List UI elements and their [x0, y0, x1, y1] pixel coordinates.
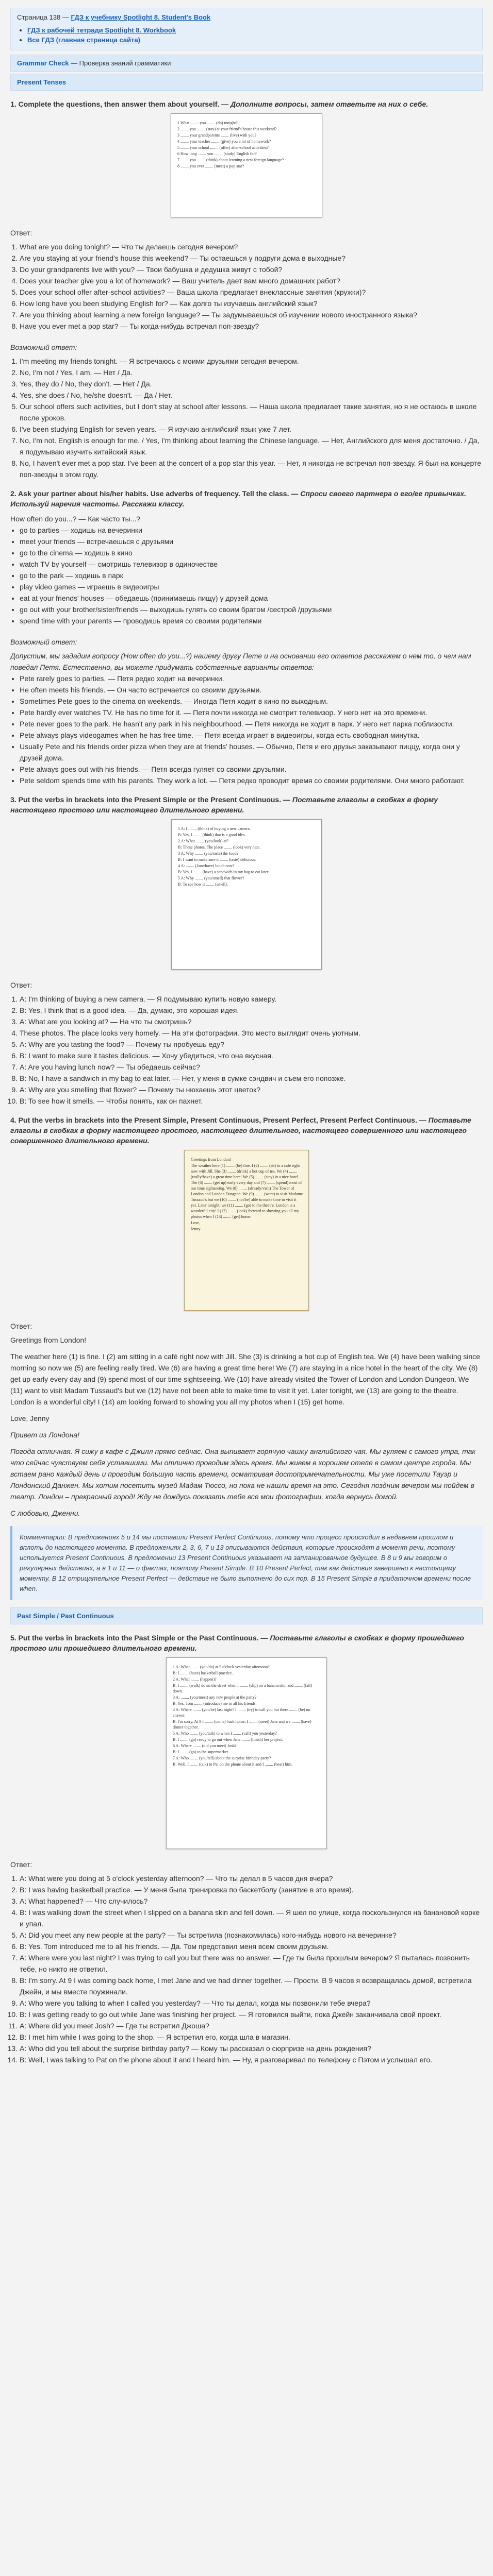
header-title-prefix: Страница 138 —: [17, 13, 69, 21]
section-bar-label: Present Tenses: [17, 78, 67, 86]
answer-item: 11. A: Where did you meet Josh? — Где ты встретил Джоша?: [20, 2020, 483, 2031]
postcard-line: Greetings from London!: [191, 1157, 232, 1162]
answer-item: 3. A: What happened? — Что случилось?: [20, 1895, 483, 1907]
task4-comment-note: Комментарии: В предложениях 5 и 14 мы поставили Present Perfect Continuous, потому что процесс происходил в недавнем прошлом и вплоть до настоящего момента. В предложениях 2, 3, 6, 7 и 13 описываются действия, которые происходят в момент речи, поэтому используется Present Continuous. В предложении 13 Present Continuous указывает на запланированное будущее. В 8 и 9 мы говорим о регулярных действиях, а в 1 и 11 — о фактах, поэтому Present Simple. В 10 Present Perfect, так как действие завершено к настоящему моменту. В 12 отрицательное Present Perfect — действие не было выполнено до сих пор. В 15 Present Simple в придаточном времени после when.: [10, 1526, 483, 1600]
answer-item: 7. Are you thinking about learning a new foreign language? — Ты задумываешься об изучении нового иностранного языка?: [20, 309, 483, 320]
home-link[interactable]: Все ГДЗ (главная страница сайта): [27, 36, 141, 44]
section-bar-past: [10, 1607, 483, 1624]
answer-item: 8. B: No, I have a sandwich in my bag to eat later. — Нет, у меня в сумке сэндвич и съем его попозже.: [20, 1073, 483, 1084]
exercise-line: B: I want to make sure it ........ (taste) delicious.: [178, 857, 256, 862]
exercise-line: 3 A: ........ (you/meet) any new people at the party?: [173, 1695, 257, 1700]
possible-item: 7. No, I'm not. English is enough for me. / Yes, I'm thinking about learning the Chinese language. — Нет, Английского для меня достаточно. / Да, я подумываю изучить китайский язык.: [20, 435, 483, 457]
task3-answer-label: Ответ:: [10, 981, 32, 989]
task5-heading-en: 5. Put the verbs in brackets into the Past Simple or the Past Continuous. —: [10, 1634, 268, 1642]
exercise-line: B: Yes. Tom ........ (introduce) me to all his friends.: [173, 1701, 257, 1706]
answer-item: 4. Does your teacher give you a lot of homework? — Ваш учитель дает вам много домашних работ?: [20, 275, 483, 286]
answer-item: 1. What are you doing tonight? — Что ты делаешь сегодня вечером?: [20, 241, 483, 252]
task5-answer-label: Ответ:: [10, 1860, 32, 1869]
task1-exercise-image: [171, 113, 322, 217]
answer-item: 5. Does your school offer after-school activities? — Ваша школа предлагает внеклассные занятия (кружки)?: [20, 286, 483, 298]
task4-love: Love, Jenny: [10, 1414, 50, 1422]
task2-possible-label: Возможный ответ:: [10, 638, 77, 646]
task4-heading-ru: Поставьте глаголы в скобках в форму настоящего простого, настоящего длительного, настоящего совершенного или настоящего совершенного длительного времени.: [10, 1116, 471, 1145]
exercise-line: 8 ........ you ever ........ (meet) a pop star?: [177, 164, 244, 168]
task1-exercise-lines: [177, 120, 317, 170]
answer-item: 2. B: Yes, I think that is a good idea. — Да, думаю, это хорошая идея.: [20, 1005, 483, 1016]
exercise-line: 1 A: I ........ (think) of buying a new camera.: [178, 826, 251, 831]
habit-item: • watch TV by yourself — смотришь телевизор в одиночестве: [20, 558, 483, 570]
task3-answer-list: [10, 993, 483, 1107]
task2-possible-list: [10, 673, 483, 786]
exercise-line: 5 A: Who ........ (you/talk) to when I ........ (call) you yesterday?: [173, 1731, 277, 1736]
header-title: [17, 13, 476, 21]
possible-item: • Pete always goes out with his friends. — Петя всегда гуляет со своими друзьями.: [20, 764, 483, 775]
answer-item: 12. B: I met him while I was going to the shop. — Я встретил его, когда шла в магазин.: [20, 2031, 483, 2043]
answer-item: 5. A: Why are you tasting the food? — Почему ты пробуешь еду?: [20, 1039, 483, 1050]
exercise-line: 7 ........ you ........ (think) about learning a new foreign language?: [177, 158, 284, 162]
answer-item: 6. How long have you been studying English for? — Как долго ты изучаешь английский язык?: [20, 298, 483, 309]
answer-item: 4. These photos. The place looks very homely. — На эти фотографии. Это место выглядит очень уютным.: [20, 1027, 483, 1039]
answer-item: 14. B: Well, I was talking to Pat on the phone about it and I heard him. — Ну, я разговаривал по телефону с Пэтом и услышал его.: [20, 2054, 483, 2065]
task2-heading-en: 2. Ask your partner about his/her habits. Use adverbs of frequency. Tell the class. —: [10, 489, 299, 498]
possible-item: 5. Our school offers such activities, but I don't stay at school after lessons. — Наша школа предлагает такие занятия, но я не остаюсь в школе после уроков.: [20, 401, 483, 423]
task3-heading: [10, 794, 483, 815]
answer-item: 10. B: To see how it smells. — Чтобы понять, как он пахнет.: [20, 1095, 483, 1107]
exercise-line: 7 A: Who ........ (you/tell) about the surprise birthday party?: [173, 1756, 271, 1760]
task4-heading-en: 4. Put the verbs in brackets into the Present Simple, Present Continuous, Present Perfect, Present Perfect Continuous. —: [10, 1116, 426, 1124]
task5-heading-ru: Поставьте глаголы в скобках в форму прошедшего простого или прошедшего длительного времени.: [10, 1634, 465, 1652]
answer-item: 6. B: I want to make sure it tastes delicious. — Хочу убедиться, что она вкусная.: [20, 1050, 483, 1061]
task5-exercise-lines: [173, 1664, 321, 1768]
header-link-item: [27, 35, 476, 45]
exercise-line: 2 A: What ........ (happen)?: [173, 1677, 217, 1682]
exercise-line: 6 How long ........ you ........ (study) English for?: [177, 151, 257, 156]
task1-answer-label: Ответ:: [10, 229, 32, 237]
possible-item: • Usually Pete and his friends order pizza when they are at friends' houses. — Обычно, Петя и его друзья заказывают пиццу, когда они у друзей дома.: [20, 741, 483, 764]
answer-item: 2. Are you staying at your friend's house this weekend? — Ты остаешься у подруги дома в выходные?: [20, 252, 483, 264]
answer-item: 5. A: Did you meet any new people at the party? — Ты встретила (познакомилась) кого-нибудь нового на вечеринке?: [20, 1929, 483, 1941]
exercise-line: B: I ........ (walk) down the street when I ........ (slip) on a banana skin and ........ (fall) down.: [173, 1683, 312, 1693]
answer-item: 7. A: Where were you last night? I was trying to call you but there was no answer. — Где ты была прошлым вечером? Я пыталась позвонить тебе, но никто не ответил.: [20, 1952, 483, 1975]
task2-intro: How often do you...? — Как часто ты...?: [10, 515, 141, 523]
exercise-line: 3 ........ your grandparents ........ (live) with you?: [177, 133, 257, 138]
task4-postcard-image: [184, 1150, 309, 1311]
task4-ru-greeting: Привет из Лондона!: [10, 1431, 80, 1439]
task3-exercise-lines: [178, 826, 316, 888]
answer-item: 13. A: Who did you tell about the surprise birthday party? — Кому ты рассказал о сюрпризе на день рождения?: [20, 2043, 483, 2054]
habit-item: • meet your friends — встречаешься с друзьями: [20, 536, 483, 547]
answer-item: 9. A: Who were you talking to when I called you yesterday? — Что ты делал, когда мы позвонили тебе вчера?: [20, 1997, 483, 2009]
exercise-line: B: I ........ (go) to the supermarket.: [173, 1750, 229, 1754]
exercise-line: 1 A: What ........ (you/do) at 5 o'clock yesterday afternoon?: [173, 1665, 270, 1669]
possible-item: 2. No, I'm not / Yes, I am. — Нет / Да.: [20, 367, 483, 378]
answer-item: 8. B: I'm sorry. At 9 I was coming back home, I met Jane and we had dinner together. — Прости. В 9 часов я возвращалась домой, встретила Джейн, и мы вместе поужинали.: [20, 1975, 483, 1997]
habit-item: • eat at your friends' houses — обедаешь (принимаешь пищу) у друзей дома: [20, 592, 483, 604]
exercise-line: B: I ........ (go) ready to go out when Jane ........ (finish) her project.: [173, 1737, 283, 1742]
possible-item: • Pete always plays videogames when he has free time. — Петя всегда играет в видеоигры, когда есть свободная минутка.: [20, 730, 483, 741]
answer-item: 9. A: Why are you smelling that flower? — Почему ты нюхаешь этот цветок?: [20, 1084, 483, 1095]
answer-item: 8. Have you ever met a pop star? — Ты когда-нибудь встречал поп-звезду?: [20, 320, 483, 332]
task2-item-list: [10, 524, 483, 626]
habit-item: • go to the cinema — ходишь в кино: [20, 547, 483, 558]
task4-heading: [10, 1115, 483, 1146]
possible-item: 8. No, I haven't ever met a pop star. I've been at the concert of a pop star this year. — Нет, я никогда не встречал поп-звезду. Я был на концерте поп-звезды в этом году.: [20, 457, 483, 480]
exercise-line: 4 A: ........ (Jane/have) lunch now?: [178, 863, 235, 868]
answer-item: 3. A: What are you looking at? — На что ты смотришь?: [20, 1016, 483, 1027]
possible-item: 6. I've been studying English for seven years. — Я изучаю английский язык уже 7 лет.: [20, 423, 483, 435]
exercise-line: B: These photos. The place ........ (look) very nice.: [178, 845, 261, 850]
task3-heading-ru: Поставьте глаголы в скобках в форму настоящего простого или настоящего длительного времени.: [10, 795, 438, 814]
exercise-line: 5 A: Why ........ (you/smell) that flower?: [178, 876, 244, 880]
answer-item: 1. A: I'm thinking of buying a new camera. — Я подумываю купить новую камеру.: [20, 993, 483, 1005]
header-link-item: [27, 25, 476, 35]
exercise-line: 5 ........ your school ........ (offer) after-school activities?: [177, 145, 269, 150]
habit-item: • go out with your brother/sister/friends — выходишь гулять со своим братом /сестрой /друзьями: [20, 604, 483, 615]
possible-item: 3. Yes, they do / No, they don't. — Нет / Да.: [20, 378, 483, 389]
task2-heading: [10, 488, 483, 509]
habit-item: • play video games — играешь в видеоигры: [20, 581, 483, 592]
exercise-line: 2 A: What ........ (you/look) at?: [178, 839, 228, 843]
task1-heading: [10, 99, 483, 109]
postcard-line: Love,: [191, 1221, 201, 1225]
exercise-line: 6 A: Where ........ (did you meet) Josh?: [173, 1743, 237, 1748]
task3-exercise-image: [171, 819, 322, 970]
habit-item: • go to parties — ходишь на вечеринки: [20, 524, 483, 536]
possible-item: • Pete seldom spends time with his parents. They work a lot. — Петя редко проводит время со своими родителями. Они много работают.: [20, 775, 483, 786]
postcard-line: The weather here (1) ........ (be) fine. I (2) ........ (sit) in a café right now with Jill. She (3) ........ (drink) a hot cup of tea. We (4) ........ (really/have) a great time here! We (5) ........ (stay) in a nice hotel. The (6) ........ (get up) early every day and (7) ........ (spend) most of our time sightseeing. We (8) ........ (already/visit) The Tower of London and London Dungeon. We (9) ........ (want) to visit Madame Tussaud's but we (10) ........ (not/be) able to make time to visit it yet. Later tonight, we (11) ........ (go) to the theatre. London is a wonderful city! I (12) ........ (look) forward to showing you all my photos when I (13) ........ (get) home.: [191, 1163, 303, 1219]
habit-item: • spend time with your parents — проводишь время со своими родителями: [20, 615, 483, 626]
exercise-line: 2 ........ you ........ (stay) at your friend's house this weekend?: [177, 127, 277, 131]
task4-ru-letter: Погода отличная. Я сижу в кафе с Джилл прямо сейчас. Она выпивает горячую чашку английского чая. Мы гуляем с самого утра, так что сейчас чувствуем себя уставшими. Мы отлично проводим здесь время. Мы живем в хорошем отеле в самом центре города. Мы встаем рано каждый день и проводим большую часть времени, осматривая достопримечательности. Мы уже посетили Тауэр и Лондонский Данжен. Мы хотим посетить музей Мадам Тюссо, но пока не нашли время на это. Сегодня поздним вечером мы пойдем в театр. Лондон – прекрасный город! Жду не дождусь показать тебе все мои фотографии, когда вернусь домой.: [10, 1447, 475, 1501]
task1-heading-ru: Дополните вопросы, затем ответьте на них о себе.: [231, 100, 429, 108]
section-bar-label: Grammar Check: [17, 59, 69, 67]
section-bar-note: — Проверка знаний грамматики: [69, 59, 171, 67]
task2-possible-intro: Допустим, мы зададим вопросу (How often do you...?) нашему другу Пете и на основании его ответов расскажем о нем то, о чем нам поведал Петя. Естественно, вы можете придумать собственные варианты ответов:: [10, 652, 471, 671]
task4-letter: [10, 1334, 483, 1519]
possible-item: • Sometimes Pete goes to the cinema on weekends. — Иногда Петя ходит в кино по выходным.: [20, 696, 483, 707]
habit-item: • go to the park — ходишь в парк: [20, 570, 483, 581]
exercise-line: B: To see how it ........ (smell).: [178, 882, 228, 887]
answer-item: 7. A: Are you having lunch now? — Ты обедаешь сейчас?: [20, 1061, 483, 1073]
exercise-line: 3 A: Why ........ (you/taste) the food?: [178, 851, 239, 856]
task5-answer-list: [10, 1873, 483, 2065]
task4-letter-body: The weather here (1) is fine. I (2) am sitting in a café right now with Jill. She (3) is drinking a hot cup of English tea. We (4) have been walking since morning so now we (5) are feeling really tired. We (6) are having a great time here! We (7) are staying in a nice hotel in the heart of the city. We (8) get up early every day and (9) spend most of our time sightseeing. We (10) have already visited the Tower of London and London Dungeon. We (11) want to visit Madam Tussaud's but we (12) have not been able to make time to visit it yet. Later tonight, we (13) are going to the theatre. London is a wonderful city! I (14) am looking forward to showing you all my photos when I (15) get home.: [10, 1352, 480, 1406]
task5-exercise-image: [166, 1657, 327, 1849]
answer-item: 2. B: I was having basketball practice. — У меня была тренировка по баскетболу (занятие в это время).: [20, 1884, 483, 1895]
header-title-link[interactable]: ГДЗ к учебнику Spotlight 8. Student's Book: [71, 13, 211, 21]
answer-item: 4. B: I was walking down the street when I slipped on a banana skin and fell down. — Я шел по улице, когда поскользнулся на банановой корке и упал.: [20, 1907, 483, 1929]
section-bar-present-tenses: [10, 74, 483, 91]
exercise-line: B: I ........ (have) basketball practice.: [173, 1671, 233, 1675]
header-panel: [10, 8, 483, 50]
exercise-line: B: Yes, I ........ (think) that is a good idea.: [178, 833, 246, 837]
answer-item: 1. A: What were you doing at 5 o'clock yesterday afternoon? — Что ты делал в 5 часов дня вчера?: [20, 1873, 483, 1884]
task1-possible-label: Возможный ответ:: [10, 343, 77, 351]
exercise-line: 4 ........ your teacher ........ (give) you a lot of homework?: [177, 139, 271, 144]
postcard-line: Jenny: [191, 1227, 201, 1231]
task5-heading: [10, 1633, 483, 1653]
workbook-link[interactable]: ГДЗ к рабочей тетради Spotlight 8. Workbook: [27, 26, 176, 34]
task4-postcard-lines: [191, 1157, 303, 1232]
task1-answer-list: [10, 241, 483, 332]
exercise-line: 1 What ........ you ........ (do) tonight?: [177, 121, 238, 125]
task4-greeting: Greetings from London!: [10, 1336, 87, 1344]
possible-item: • Pete never goes to the park. He hasn't any park in his neighbourhood. — Петя никогда не ходит в парк. У него нет парка поблизости.: [20, 718, 483, 730]
exercise-line: 4 A: Where ........ (you/be) last night? I ........ (try) to call you but there ........ (be) no answer.: [173, 1707, 310, 1718]
task1-possible-list: [10, 355, 483, 480]
section-bar-label: Past Simple / Past Continuous: [17, 1612, 114, 1620]
possible-item: • Pete rarely goes to parties. — Петя редко ходит на вечеринки.: [20, 673, 483, 684]
task4-answer-label: Ответ:: [10, 1322, 32, 1330]
header-links: [17, 25, 476, 45]
possible-item: 1. I'm meeting my friends tonight. — Я встречаюсь с моими друзьями сегодня вечером.: [20, 355, 483, 367]
section-bar-grammar-check: [10, 55, 483, 72]
answer-item: 10. B: I was getting ready to go out while Jane was finishing her project. — Я готовился выйти, пока Джейн заканчивала свой проект.: [20, 2009, 483, 2020]
exercise-line: B: Yes, I ........ (have) a sandwich in my bag to eat later.: [178, 870, 270, 874]
task3-heading-en: 3. Put the verbs in brackets into the Present Simple or the Present Continuous. —: [10, 795, 290, 804]
possible-item: • Pete hardly ever watches TV. He has no time for it. — Петя почти никогда не смотрит телевизор. У него нет на это времени.: [20, 707, 483, 718]
task4-ru-love: С любовью, Дженни.: [10, 1509, 80, 1517]
exercise-line: B: Well, I ........ (talk) to Pat on the phone about it and I ........ (hear) him.: [173, 1762, 293, 1767]
possible-item: • He often meets his friends. — Он часто встречается со своими друзьями.: [20, 684, 483, 696]
answer-item: 3. Do your grandparents live with you? — Твои бабушка и дедушка живут с тобой?: [20, 264, 483, 275]
task1-heading-en: 1. Complete the questions, then answer them about yourself. —: [10, 100, 229, 108]
exercise-line: B: I'm sorry. At 9 I ........ (come) back home, I ........ (meet) Jane and we ........ (have) dinner together.: [173, 1719, 311, 1730]
answer-item: 6. B: Yes. Tom introduced me to all his friends. — Да. Том представил меня всем своим друзьям.: [20, 1941, 483, 1952]
possible-item: 4. Yes, she does / No, he/she doesn't. — Да / Нет.: [20, 389, 483, 401]
task2-heading-ru: Спроси своего партнера о его/ее привычках. Используй наречия частоты. Расскажи классу.: [10, 489, 467, 508]
